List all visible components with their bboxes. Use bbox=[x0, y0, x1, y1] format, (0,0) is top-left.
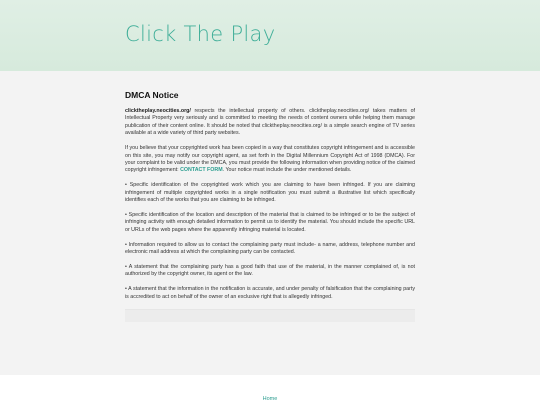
main-content bbox=[0, 71, 540, 375]
complaint-after-text: . Your notice must include the under mentioned details. bbox=[222, 167, 352, 174]
site-title[interactable]: Click The Play bbox=[125, 22, 276, 46]
intro-paragraph bbox=[125, 108, 415, 138]
requirement-item: • A statement that the complaining party has a good faith that use of the material, in the manner complained of, is not authorized by the copyright owner, its agent or the law. bbox=[125, 264, 415, 278]
page-title: DMCA Notice bbox=[125, 90, 179, 100]
site-header bbox=[0, 0, 540, 71]
contact-form-link[interactable]: CONTACT FORM bbox=[180, 167, 223, 174]
requirement-item: • A statement that the information in the notification is accurate, and under penalty of falsification that the complaining party is accredited to act on behalf of the owner of an exclusive right that is allegedly infringed. bbox=[125, 286, 415, 300]
dmca-notice bbox=[125, 90, 415, 322]
requirement-item: • Specific identification of the copyrighted work which you are claiming to have been infringed. If you are claiming infringement of multiple copyrighted works in a single notification you must submit a illustrative list which specifically identifies each of the works that you are claiming to be infringed. bbox=[125, 182, 415, 204]
intro-text: respects the intellectual property of others. clicktheplay.neocities.org/ takes matters of Intellectual Property very seriously and is committed to meeting the needs of content owners while helping them manage publication of their content online. It should be noted that clicktheplay.neocities.org/ is a simple search engine of TV series available at a wide variety of third party websites. bbox=[125, 108, 415, 137]
requirement-item: • Specific identification of the location and description of the material that is claimed to be infringed or to be the subject of infringing activity with enough detailed information to permit us to identify the material. You should include the specific URL or URLs of the web pages where the apparently infringing material is located. bbox=[125, 211, 415, 233]
home-link[interactable]: Home bbox=[262, 396, 278, 402]
complaint-text: If you believe that your copyrighted work has been copied in a way that constitutes copyright infringement and is accessible on this site, you may notify our copyright agent, as set forth in the Digital Millennium Copyright Act of 1998 (DMCA). For your complaint to be valid under the DMCA, you must provide the following information when providing notice of the claimed copyright infringement: bbox=[125, 145, 416, 174]
requirement-item: • Information required to allow us to contact the complaining party must include- a name, address, telephone number and electronic mail address at which the complaining party can be contacted. bbox=[125, 241, 415, 256]
complaint-paragraph bbox=[125, 145, 415, 175]
site-url: clicktheplay.neocities.org/ bbox=[125, 108, 191, 114]
content-bottom-bar bbox=[125, 309, 415, 322]
footer bbox=[0, 375, 540, 404]
